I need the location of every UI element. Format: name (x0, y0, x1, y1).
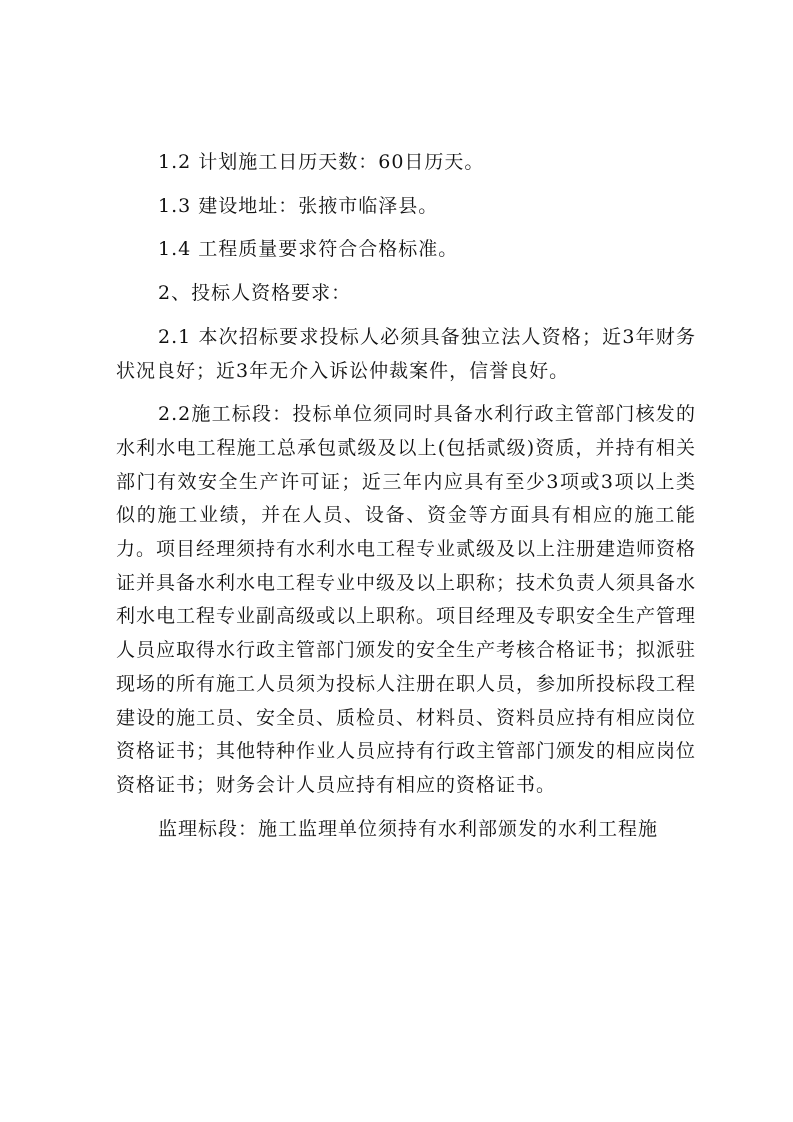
paragraph-supervision: 监理标段：施工监理单位须持有水利部颁发的水利工程施 (158, 817, 659, 840)
document-body (116, 146, 696, 846)
paragraph-2-heading: 2、投标人资格要求： (158, 282, 352, 305)
paragraph-2-2: 2.2施工标段：投标单位须同时具备水利行政主管部门核发的水利水电工程施工总承包贰级及以上(包括贰级)资质，并持有相关部门有效安全生产许可证；近三年内应具有至少3项或3项以上类似的施工业绩，并在人员、设备、资金等方面具有相应的施工能力。项目经理须持有水利水电工程专业贰级及以上注册建造师资格证并具备水利水电工程专业中级及以上职称；技术负责人须具备水利水电工程专业副高级或以上职称。项目经理及专职安全生产管理人员应取得水行政主管部门颁发的安全生产考核合格证书；拟派驻现场的所有施工人员须为投标人注册在职人员，参加所投标段工程建设的施工员、安全员、质检员、材料员、资料员应持有相应岗位资格证书；其他特种作业人员应持有行政主管部门颁发的相应岗位资格证书；财务会计人员应持有相应的资格证书。 (116, 403, 697, 796)
paragraph-1-3: 1.3 建设地址：张掖市临泽县。 (158, 194, 439, 217)
paragraph-2-1: 2.1 本次招标要求投标人必须具备独立法人资格；近3年财务状况良好；近3年无介入诉讼仲裁案件，信誉良好。 (116, 325, 696, 382)
paragraph-1-2: 1.2 计划施工日历天数：60日历天。 (158, 151, 485, 173)
paragraph-1-4: 1.4 工程质量要求符合合格标准。 (158, 238, 459, 261)
